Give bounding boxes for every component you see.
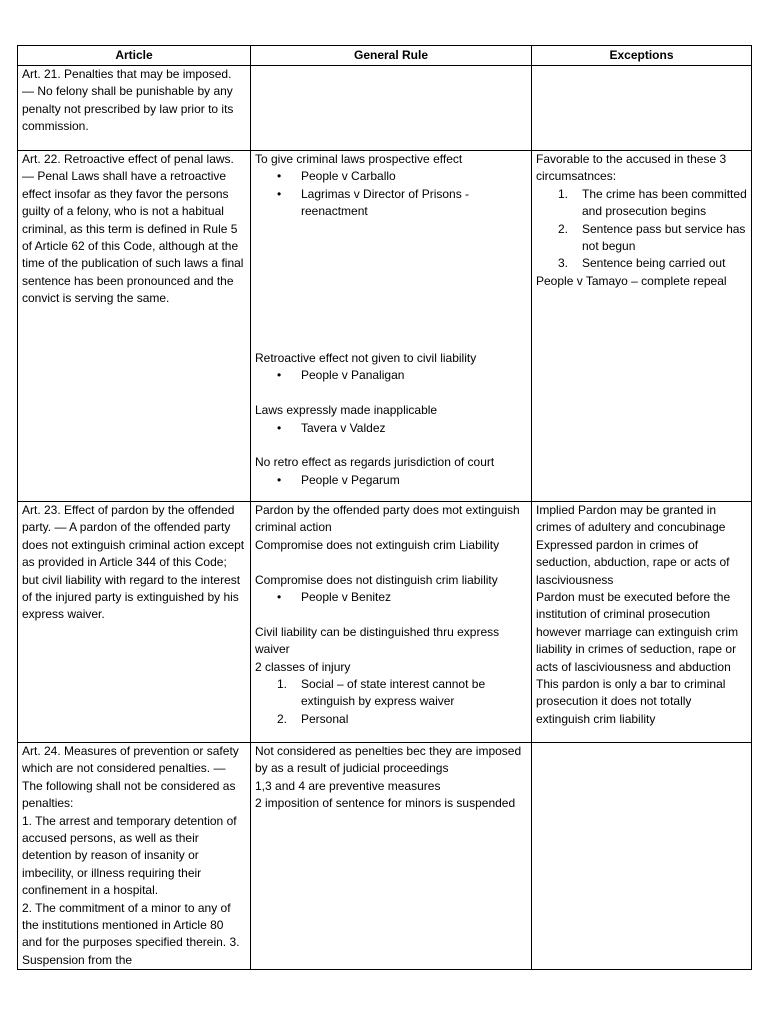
- general-rule-cell: [251, 743, 532, 970]
- list-text: Personal: [301, 711, 349, 726]
- list-number: 1.: [277, 677, 288, 692]
- list-number: 2.: [558, 221, 569, 236]
- rule-jurisdiction-heading: No retro effect as regards jurisdiction of court: [255, 455, 495, 470]
- article-cell: [18, 743, 251, 970]
- rule-line: 2 classes of injury: [255, 659, 351, 674]
- rule-line: Compromise does not distinguish crim liability: [255, 572, 498, 587]
- article-text: Art. 21. Penalties that may be imposed. — No felony shall be punishable by any penalty not prescribed by law prior to its commission.: [22, 67, 234, 134]
- header-general-rule: General Rule: [251, 46, 532, 66]
- rule-line: Pardon by the offended party does mot extinguish criminal action: [255, 503, 520, 535]
- exception-paragraph: Expressed pardon in crimes of seduction, abduction, rape or acts of lasciviousness: [536, 537, 730, 587]
- rule-civil-heading: Retroactive effect not given to civil liability: [255, 351, 477, 366]
- spacer: [255, 333, 527, 350]
- list-text: Social – of state interest cannot be extinguish by express waiver: [301, 677, 486, 709]
- list-text: Sentence being carried out: [582, 256, 726, 271]
- list-number: 1.: [558, 186, 569, 201]
- rule-line: 1,3 and 4 are preventive measures: [255, 778, 441, 793]
- article-cell: [18, 502, 251, 743]
- general-rule-cell: [251, 502, 532, 743]
- law-notes-table: [17, 45, 752, 970]
- list-item: [536, 255, 747, 272]
- rule-line: Compromise does not extinguish crim Liability: [255, 537, 500, 552]
- list-item: [255, 711, 527, 728]
- spacer: [255, 221, 527, 277]
- exception-paragraph: Pardon must be executed before the institution of criminal prosecution however marriage can extinguish crim liability in crimes of seduction, rape or acts of lasciviousness and abduction: [536, 590, 739, 674]
- list-item: • People v Panaligan: [255, 367, 527, 384]
- article-text: 1. The arrest and temporary detention of accused persons, as well as their detention by reason of insanity or imbecility, or illness requiring their confinement in a hospital.: [22, 813, 237, 898]
- header-exceptions: Exceptions: [532, 46, 752, 66]
- table-row-art-24: [18, 743, 752, 970]
- exceptions-cell: [532, 743, 752, 970]
- spacer: [255, 277, 527, 333]
- table-row-art-21: [18, 66, 752, 151]
- general-rule-cell: [251, 151, 532, 502]
- list-item: [536, 221, 747, 256]
- rule-inapplicable-heading: Laws expressly made inapplicable: [255, 403, 438, 418]
- article-cell: [18, 151, 251, 502]
- list-item: • People v Carballo: [255, 168, 527, 185]
- case-list: [255, 420, 527, 437]
- article-text: Art. 24. Measures of prevention or safety which are not considered penalties. — The following shall not be considered as penalties:: [22, 744, 239, 811]
- rule-line: 2 imposition of sentence for minors is suspended: [255, 796, 516, 811]
- article-text: 2. The commitment of a minor to any of the institutions mentioned in Article 80 and for the purposes specified therein. 3. Suspension from the: [22, 900, 240, 967]
- spacer: [255, 606, 527, 623]
- exceptions-footer: People v Tamayo – complete repeal: [536, 273, 727, 288]
- case-list: [255, 589, 527, 606]
- case-list: [255, 168, 527, 220]
- exceptions-intro: Favorable to the accused in these 3 circumsatnces:: [536, 152, 727, 184]
- list-item: • People v Pegarum: [255, 472, 527, 489]
- table-row-art-23: [18, 502, 752, 743]
- article-text: Art. 22. Retroactive effect of penal laws. — Penal Laws shall have a retroactive effect insofar as they favor the persons guilty of a felony, who is not a habitual criminal, as this term is defined in Rule 5 of Article 62 of this Code, although at the time of the publication of such laws a final sentence has been pronounced and the convict is serving the same.: [22, 152, 244, 306]
- exception-paragraph: This pardon is only a bar to criminal prosecution it does not totally extinguish crim liability: [536, 677, 726, 726]
- rule-intro: To give criminal laws prospective effect: [255, 152, 463, 166]
- exceptions-cell: [532, 151, 752, 502]
- header-article: Article: [18, 46, 251, 66]
- spacer: [255, 554, 527, 571]
- spacer: [255, 437, 527, 454]
- list-text: The crime has been committed and prosecution begins: [582, 186, 747, 219]
- case-list: [255, 367, 527, 384]
- list-item: • Tavera v Valdez: [255, 420, 527, 437]
- general-rule-cell: [251, 66, 532, 151]
- list-number: 2.: [277, 711, 288, 726]
- exceptions-cell: [532, 66, 752, 151]
- list-text: Sentence pass but service has not begun: [582, 221, 746, 254]
- table-header-row: [18, 46, 752, 66]
- numbered-list: [536, 186, 747, 273]
- case-list: [255, 472, 527, 489]
- list-number: 3.: [558, 256, 569, 271]
- list-item: • People v Benitez: [255, 589, 527, 606]
- article-cell: [18, 66, 251, 151]
- spacer: [255, 385, 527, 402]
- article-text: Art. 23. Effect of pardon by the offended party. — A pardon of the offended party does not extinguish criminal action except as provided in Article 344 of this Code; but civil liability with regard to the interest of the injured party is extinguished by his express waiver.: [22, 503, 245, 622]
- list-item: [255, 676, 527, 711]
- numbered-list: [255, 676, 527, 728]
- table-row-art-22: [18, 151, 752, 502]
- list-item: • Lagrimas v Director of Prisons - reenactment: [255, 186, 527, 221]
- list-item: [536, 186, 747, 221]
- exceptions-cell: [532, 502, 752, 743]
- rule-line: Civil liability can be distinguished thru express waiver: [255, 624, 500, 657]
- rule-line: Not considered as penelties bec they are imposed by as a result of judicial proceedings: [255, 744, 522, 776]
- exception-paragraph: Implied Pardon may be granted in crimes of adultery and concubinage: [536, 503, 726, 535]
